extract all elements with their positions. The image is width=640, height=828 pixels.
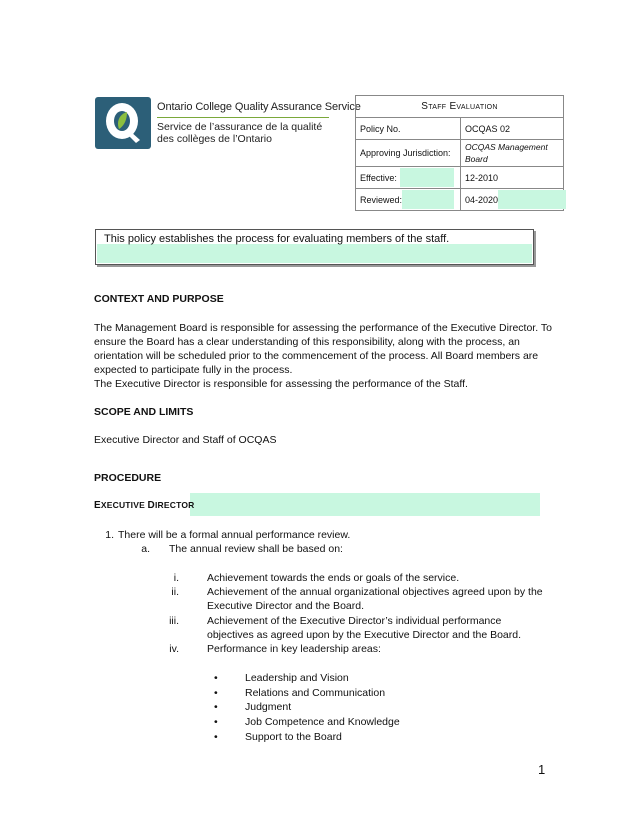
list-item: Achievement of the Executive Director’s individual performance objectives as agreed upon by the Executive Director and the Board. xyxy=(207,615,522,641)
table-cell-value: 04-2020 xyxy=(461,189,564,211)
table-cell-label: Policy No. xyxy=(356,118,461,140)
logo-divider xyxy=(157,117,329,118)
section-heading-procedure: PROCEDURE xyxy=(94,472,162,484)
org-name-fr: Service de l’assurance de la qualité des collèges de l’Ontario xyxy=(157,121,323,145)
context-paragraph-2: The Executive Director is responsible for assessing the performance of the Staff. xyxy=(94,378,468,390)
scope-text: Executive Director and Staff of OCQAS xyxy=(94,434,277,446)
section-heading-scope: SCOPE AND LIMITS xyxy=(94,406,194,418)
table-row xyxy=(356,189,564,211)
org-name-en: Ontario College Quality Assurance Service xyxy=(157,101,361,113)
list-item: Relations and Communication xyxy=(245,687,386,699)
list-item: Achievement towards the ends or goals of the service. xyxy=(207,572,460,584)
list-item: Judgment xyxy=(245,701,292,713)
bullet-icon: • xyxy=(214,716,218,728)
policy-statement-box xyxy=(95,229,534,265)
q-leaf-logo-icon xyxy=(100,99,144,145)
highlight xyxy=(190,493,540,516)
list-item: Support to the Board xyxy=(245,731,342,743)
policy-info-table xyxy=(355,95,564,211)
table-cell-value: OCQAS 02 xyxy=(461,118,564,140)
highlight xyxy=(97,244,532,263)
section-heading-context: CONTEXT AND PURPOSE xyxy=(94,293,224,305)
context-paragraph-1: The Management Board is responsible for assessing the performance of the Executive Director. To ensure the Board has a clear understanding of this responsibility, along with the process, an orientation will be scheduled prior to the commencement of the process. All Board members are expected to participate fully in the process. xyxy=(94,322,552,376)
list-item: Performance in key leadership areas: xyxy=(207,643,381,655)
bullet-icon: • xyxy=(214,687,218,699)
list-item: There will be a formal annual performance review. xyxy=(118,529,351,541)
bullet-icon: • xyxy=(214,731,218,743)
table-cell-label: Approving Jurisdiction: xyxy=(356,140,461,167)
list-marker: 1. xyxy=(105,529,114,541)
table-cell-value: OCQAS Management Board xyxy=(461,140,564,167)
bullet-icon: • xyxy=(214,672,218,684)
table-row xyxy=(356,167,564,189)
list-item: Job Competence and Knowledge xyxy=(245,716,400,728)
list-marker: a. xyxy=(141,543,150,555)
list-marker: iv. xyxy=(169,643,179,655)
table-cell-label: Reviewed: xyxy=(356,189,461,211)
table-cell-label: Effective: xyxy=(356,167,461,189)
table-row xyxy=(356,118,564,140)
list-item: Achievement of the annual organizational objectives agreed upon by the Executive Director and the Board. xyxy=(207,586,543,612)
table-row xyxy=(356,96,564,118)
list-marker: i. xyxy=(173,572,179,584)
list-item: The annual review shall be based on: xyxy=(169,543,343,555)
page-number: 1 xyxy=(538,762,546,777)
list-marker: ii. xyxy=(171,586,179,598)
bullet-icon: • xyxy=(214,701,218,713)
table-cell-value: 12-2010 xyxy=(461,167,564,189)
list-marker: iii. xyxy=(169,615,179,627)
list-item: Leadership and Vision xyxy=(245,672,349,684)
table-title: Staff Evaluation xyxy=(356,96,564,118)
policy-statement: This policy establishes the process for evaluating members of the staff. xyxy=(104,233,450,245)
subheading-executive-director: EXECUTIVE DIRECTOR xyxy=(94,500,195,511)
table-row xyxy=(356,140,564,167)
